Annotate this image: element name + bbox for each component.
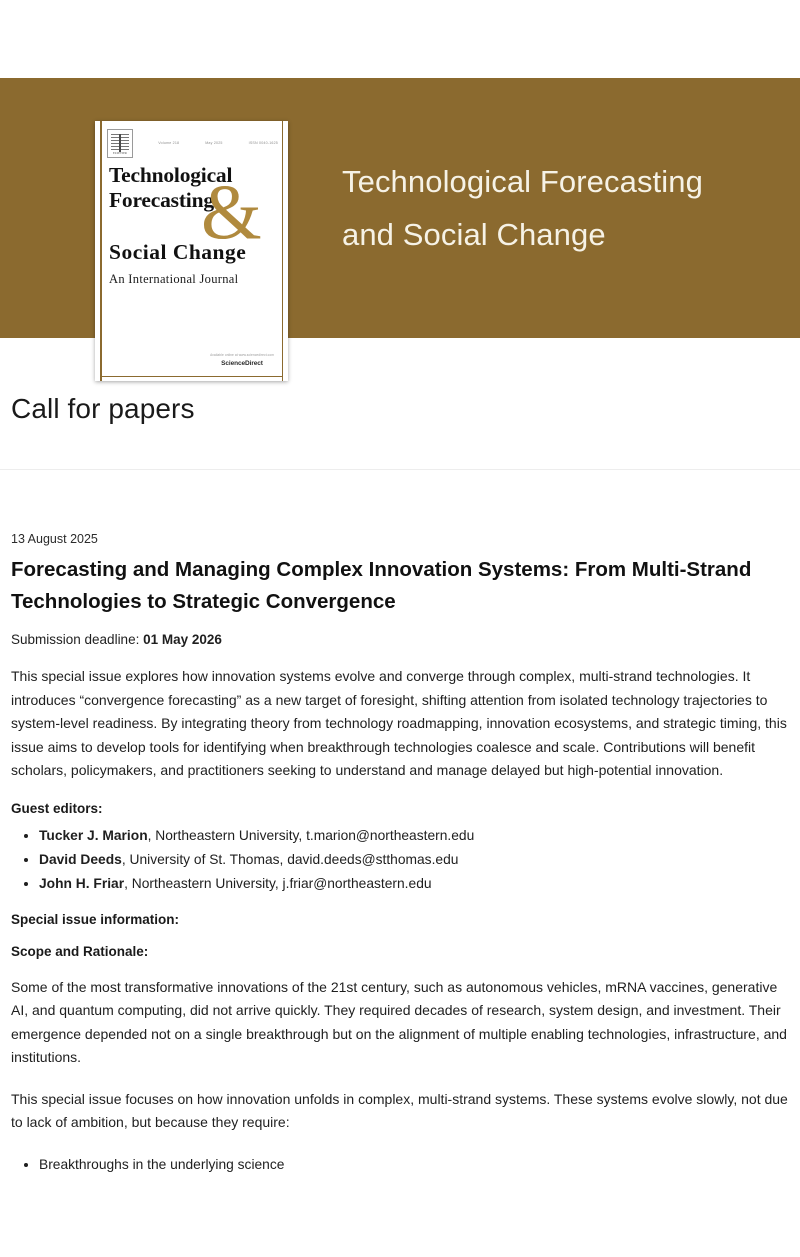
list-item [39, 848, 789, 872]
submission-deadline [11, 632, 789, 647]
cover-rule-right [282, 121, 284, 381]
list-item [39, 872, 789, 896]
special-issue-information-label: Special issue information: [11, 911, 180, 927]
guest-editor-affiliation: , University of St. Thomas, david.deeds@stthomas.edu [121, 851, 459, 867]
cover-topbar [107, 127, 278, 159]
cover-meta-issn: ISSN 0040-1625 [248, 141, 278, 145]
cover-rule-bottom [100, 376, 283, 378]
cover-footer [210, 353, 274, 367]
header-divider [0, 469, 800, 470]
article [11, 532, 789, 1177]
intro-paragraph: This special issue explores how innovation systems evolve and converge through complex, multi-strand technologies. It introduces “convergence forecasting” as a new target of foresight, shifting attention from isolated technology trajectories to system-level readiness. By integrating theory from technology roadmapping, innovation ecosystems, and strategic timing, this issue aims to develop tools for identifying when breakthrough technologies coalesce and scale. Contributions will benefit scholars, policymakers, and practitioners seeking to understand and manage delayed but high-potential innovation. [11, 668, 787, 778]
cover-meta-volume: Volume 218 [158, 141, 180, 145]
elsevier-logo-icon [107, 129, 133, 158]
guest-editors-list [11, 824, 789, 896]
guest-editor-name: John H. Friar [39, 875, 125, 891]
sciencedirect-logo: ScienceDirect [221, 360, 263, 367]
elsevier-wordmark: ELSEVIER [113, 151, 127, 155]
focus-paragraph: This special issue focuses on how innovation unfolds in complex, multi-strand systems. These systems evolve slowly, not due to lack of ambition, but because they require: [11, 1090, 788, 1130]
page-title: Call for papers [11, 393, 195, 424]
guest-editor-affiliation: , Northeastern University, j.friar@northeastern.edu [124, 875, 432, 891]
cover-rule-left [100, 121, 102, 381]
guest-editor-affiliation: , Northeastern University, t.marion@northeastern.edu [147, 827, 475, 843]
scope-paragraph: Some of the most transformative innovations of the 21st century, such as autonomous vehicles, mRNA vaccines, generative AI, and quantum computing, did not arrive quickly. They required decades of research, system design, and investment. Their emergence depended not on a single breakthrough but on the alignment of multiple enabling technologies, infrastructure, and institutions. [11, 978, 787, 1065]
cover-title-line2: Forecasting [109, 188, 214, 212]
requirements-list [11, 1153, 789, 1177]
submission-deadline-value: 01 May 2026 [143, 632, 222, 647]
banner-title-line1: Technological Forecasting [342, 163, 703, 199]
cover-subtitle: An International Journal [109, 272, 239, 286]
guest-editor-name: Tucker J. Marion [39, 827, 148, 843]
banner-journal-title [342, 155, 703, 262]
banner-title-line2: and Social Change [342, 217, 606, 252]
cover-footer-note: Available online at www.sciencedirect.com [210, 353, 274, 357]
page-content [0, 393, 800, 1177]
journal-banner [0, 78, 800, 367]
cover-title-line3: Social Change [109, 240, 247, 264]
cover-title-line1: Technological [109, 163, 233, 187]
article-title: Forecasting and Managing Complex Innovation Systems: From Multi-Strand Technologies to Strategic Convergence [11, 558, 752, 613]
list-item [39, 824, 789, 848]
guest-editors-label: Guest editors: [11, 800, 103, 816]
cover-ampersand-ornament: & [201, 168, 262, 255]
list-item: • Breakthroughs in the underlying science [39, 1153, 789, 1177]
article-date: 13 August 2025 [11, 532, 98, 546]
scope-and-rationale-label: Scope and Rationale: [11, 943, 149, 959]
cover-meta [158, 141, 278, 145]
elsevier-tree-icon [111, 134, 129, 152]
cover-title-block [109, 163, 276, 287]
journal-cover-image [95, 121, 288, 381]
submission-deadline-label: Submission deadline: [11, 632, 140, 647]
cover-meta-date: May 2025 [205, 141, 223, 145]
guest-editor-name: David Deeds [39, 851, 122, 867]
